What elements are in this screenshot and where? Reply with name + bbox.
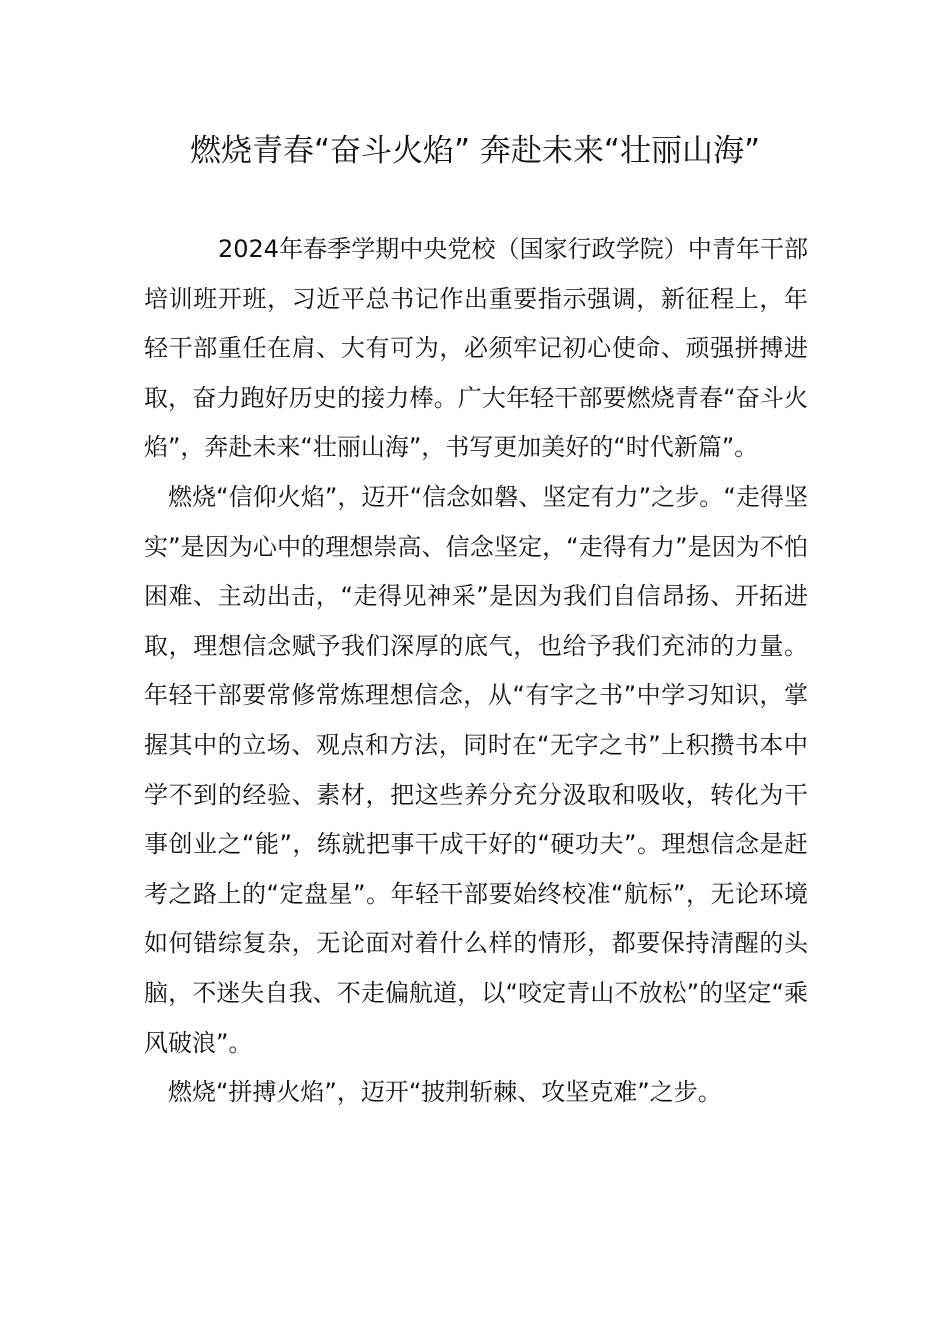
paragraph-intro: 2024年春季学期中央党校（国家行政学院）中青年干部培训班开班，习近平总书记作出重要指示强调，新征程上，年轻干部重任在肩、大有可为，必须牢记初心使命、顽强拼搏进取，奋力跑好历史的接力棒。广大年轻干部要燃烧青春“奋斗火焰”，奔赴未来“壮丽山海”，书写更加美好的“时代新篇”。 [144,235,808,462]
paragraph-struggle-flame: 燃烧“拼搏火焰”，迈开“披荆斩棘、攻坚克难”之步。 [168,1078,722,1107]
document-body [144,225,808,1118]
paragraph-faith-flame: 燃烧“信仰火焰”，迈开“信念如磐、坚定有力”之步。“走得坚实”是因为心中的理想崇高、信念坚定，“走得有力”是因为不怕困难、主动出击，“走得见神采”是因为我们自信昂扬、开拓进取，理想信念赋予我们深厚的底气，也给予我们充沛的力量。年轻干部要常修常炼理想信念，从“有字之书”中学习知识，掌握其中的立场、观点和方法，同时在“无字之书”上积攒书本中学不到的经验、素材，把这些养分充分汲取和吸收，转化为干事创业之“能”，练就把事干成干好的“硬功夫”。理想信念是赶考之路上的“定盘星”。年轻干部要始终校准“航标”，无论环境如何错综复杂，无论面对着什么样的情形，都要保持清醒的头脑，不迷失自我、不走偏航道，以“咬定青山不放松”的坚定“乘风破浪”。 [144,482,808,1057]
document-title: 燃烧青春“奋斗火焰” 奔赴未来“壮丽山海” [189,133,761,169]
